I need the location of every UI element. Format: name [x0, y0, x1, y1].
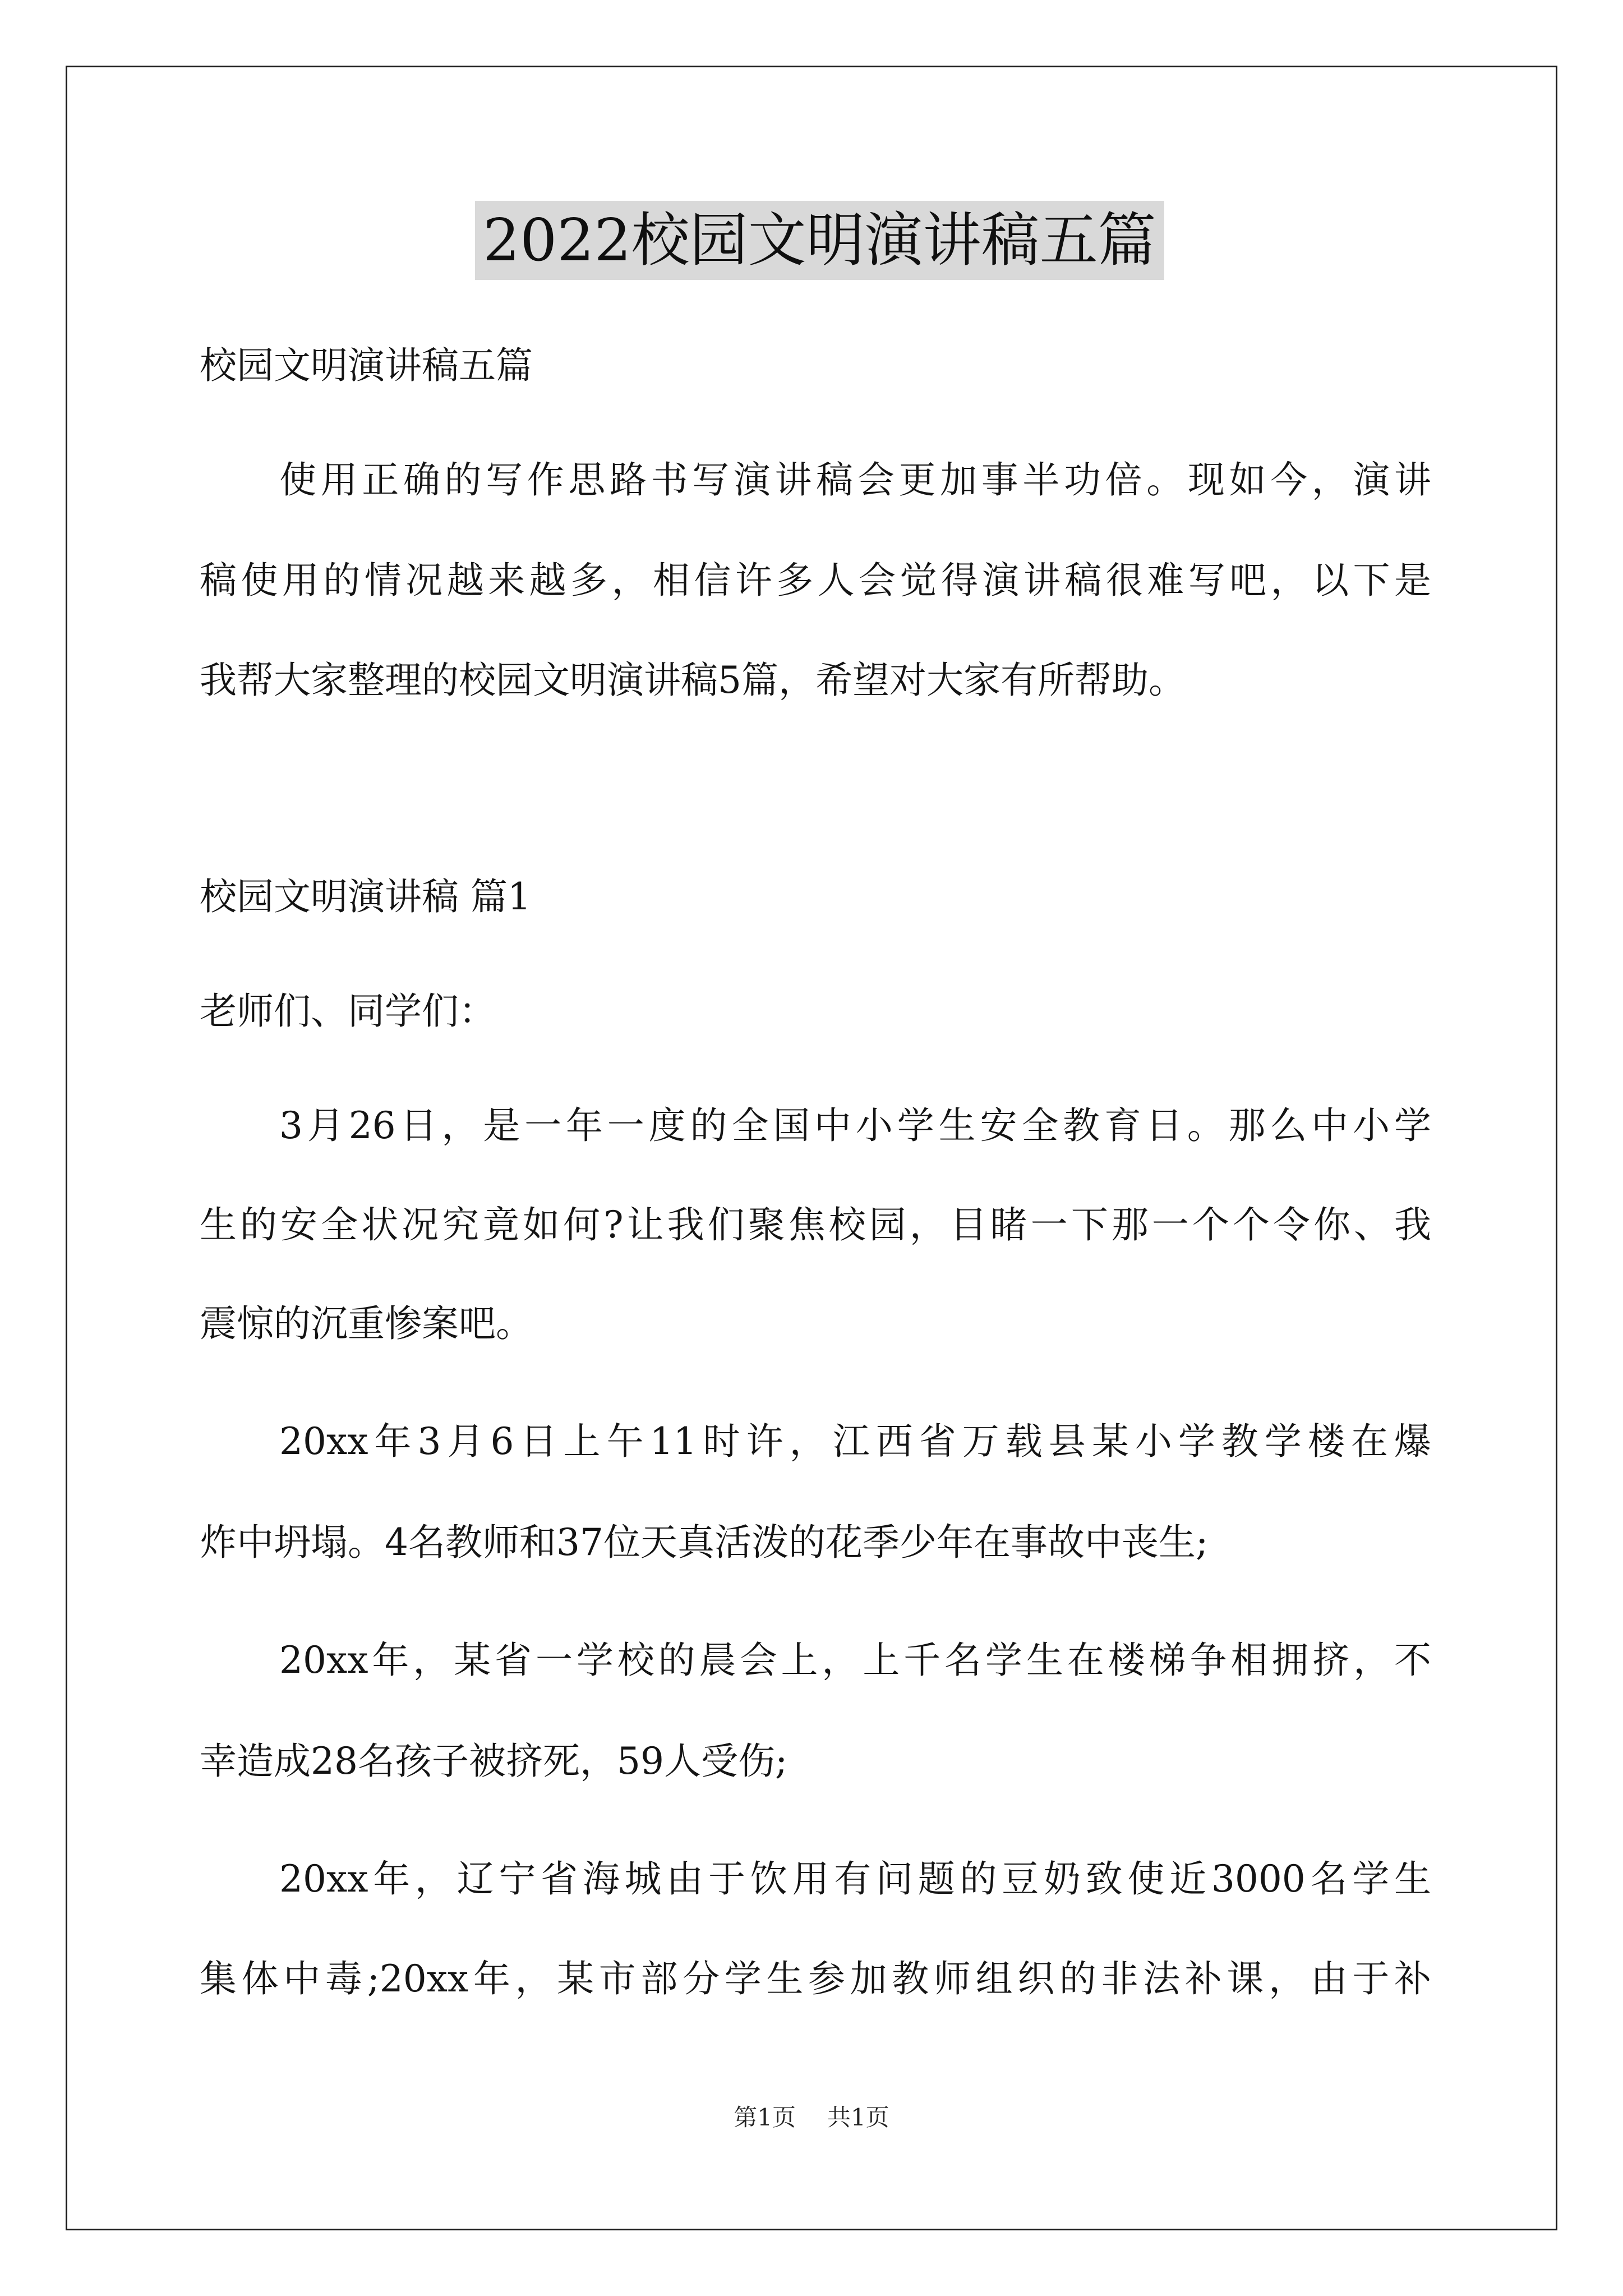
salutation-line: 老师们、同学们： — [200, 990, 496, 1033]
subtitle-line: 校园文明演讲稿五篇 — [200, 344, 533, 387]
page-footer — [0, 2101, 1623, 2134]
paragraph-line: 生的安全状况究竟如何?让我们聚焦校园，目睹一下那一个个令你、我 — [200, 1203, 1431, 1246]
paragraph-line: 炸中坍塌。4名教师和37位天真活泼的花季少年在事故中丧生; — [200, 1521, 1209, 1564]
section-heading: 校园文明演讲稿 篇1 — [200, 875, 531, 918]
paragraph-line: 幸造成28名孩子被挤死，59人受伤; — [200, 1740, 788, 1783]
paragraph-line: 20xx年，某省一学校的晨会上，上千名学生在楼梯争相拥挤，不 — [279, 1639, 1431, 1682]
paragraph-line: 20xx年，辽宁省海城由于饮用有问题的豆奶致使近3000名学生 — [279, 1857, 1431, 1901]
document-title: 2022校园文明演讲稿五篇 — [475, 201, 1164, 280]
page-count: 共1页 — [827, 2104, 889, 2131]
paragraph-line: 我帮大家整理的校园文明演讲稿5篇，希望对大家有所帮助。 — [200, 659, 1186, 702]
paragraph-line: 稿使用的情况越来越多，相信许多人会觉得演讲稿很难写吧，以下是 — [200, 559, 1431, 602]
paragraph-line: 3月26日，是一年一度的全国中小学生安全教育日。那么中小学 — [279, 1104, 1431, 1147]
paragraph-line: 使用正确的写作思路书写演讲稿会更加事半功倍。现如今，演讲 — [279, 458, 1431, 501]
page-number: 第1页 — [734, 2104, 796, 2131]
paragraph-line: 震惊的沉重惨案吧。 — [200, 1302, 533, 1345]
paragraph-line: 集体中毒;20xx年，某市部分学生参加教师组织的非法补课，由于补 — [200, 1957, 1431, 2000]
paragraph-line: 20xx年3月6日上午11时许，江西省万载县某小学教学楼在爆 — [279, 1420, 1431, 1463]
